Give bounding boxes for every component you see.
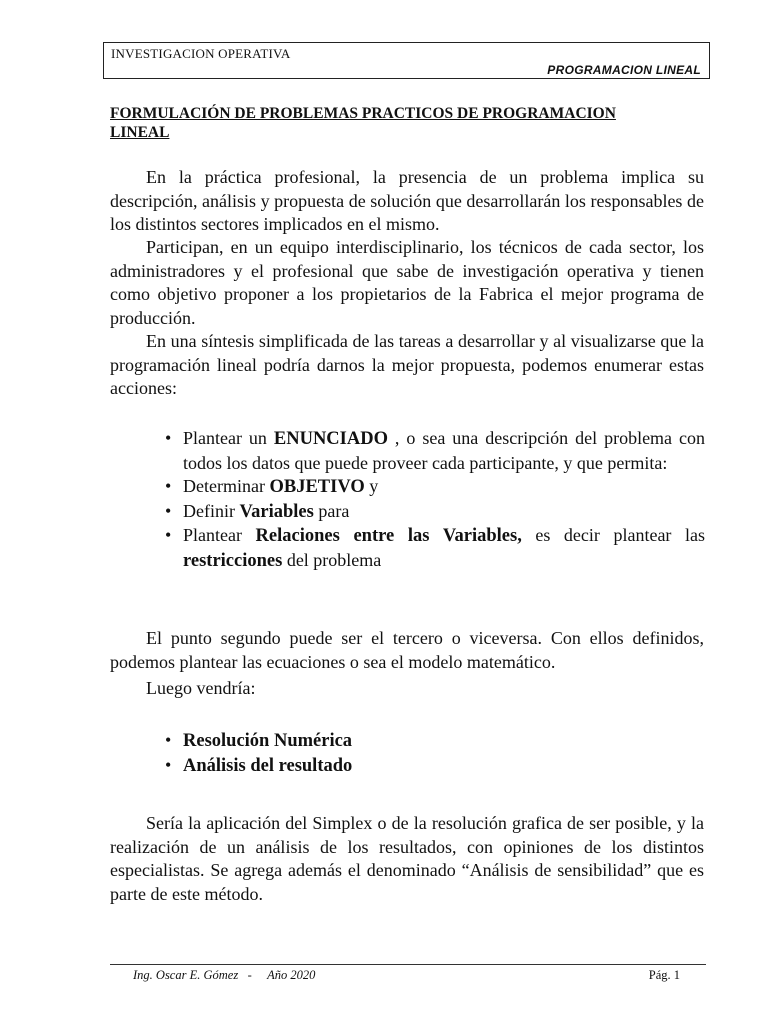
page-number: Pág. 1 <box>648 968 680 982</box>
paragraph-3 <box>110 330 704 401</box>
list-item: • Plantear un ENUNCIADO , o sea una descripción del problema con todos los datos que puede proveer cada participante, y que permita: <box>165 427 705 475</box>
header-course: INVESTIGACION OPERATIVA <box>111 46 291 61</box>
list-item: • Plantear Relaciones entre las Variables, es decir plantear las restricciones del problema <box>165 524 705 573</box>
paragraph-5: Luego vendría: <box>146 678 256 698</box>
list-item: • Análisis del resultado <box>165 754 705 779</box>
paragraph-2 <box>110 236 704 330</box>
paragraph-2-text: Participan, en un equipo interdisciplinario, los técnicos de cada sector, los administradores y el profesional que sabe de investigación operativa y tienen como objetivo proponer a los propietarios de la Fabrica el mejor programa de producción. <box>110 237 704 328</box>
paragraph-4-text: El punto segundo puede ser el tercero o viceversa. Con ellos definidos, podemos plantear las ecuaciones o sea el modelo matemático. <box>110 628 704 672</box>
keyword-objetivo: OBJETIVO <box>269 477 365 497</box>
paragraph-1-text: En la práctica profesional, la presencia de un problema implica su descripción, análisis y propuesta de solución que desarrollarán los responsables de los distintos sectores implicados en el mismo. <box>110 167 704 234</box>
header-topic: PROGRAMACION LINEAL <box>547 63 701 77</box>
keyword-relaciones: Relaciones entre las Variables, <box>255 526 522 546</box>
paragraph-1 <box>110 166 704 237</box>
section-title: FORMULACIÓN DE PROBLEMAS PRACTICOS DE PROGRAMACION LINEAL <box>110 105 616 141</box>
keyword-restricciones: restricciones <box>183 550 283 571</box>
footer-author: Ing. Oscar E. Gómez - Año 2020 <box>133 968 316 982</box>
paragraph-4 <box>110 627 704 674</box>
paragraph-6 <box>110 812 704 906</box>
paragraph-6-text: Sería la aplicación del Simplex o de la resolución grafica de ser posible, y la realización de un análisis de los resultados, con opiniones de los distintos especialistas. Se agrega además el denominado “Análisis de sensibilidad” que es parte de este método. <box>110 813 704 904</box>
paragraph-3-text: En una síntesis simplificada de las tareas a desarrollar y al visualizarse que la programación lineal podría darnos la mejor propuesta, podemos enumerar estas acciones: <box>110 331 704 398</box>
footer-divider <box>110 964 706 965</box>
actions-list <box>165 427 705 573</box>
keyword-enunciado: ENUNCIADO <box>273 429 388 449</box>
page-header <box>103 42 710 79</box>
steps-list <box>165 729 705 778</box>
list-item: • Resolución Numérica <box>165 729 705 754</box>
list-item: • Definir Variables para <box>165 500 705 525</box>
keyword-variables: Variables <box>239 501 314 522</box>
list-item: • Determinar OBJETIVO y <box>165 475 705 500</box>
